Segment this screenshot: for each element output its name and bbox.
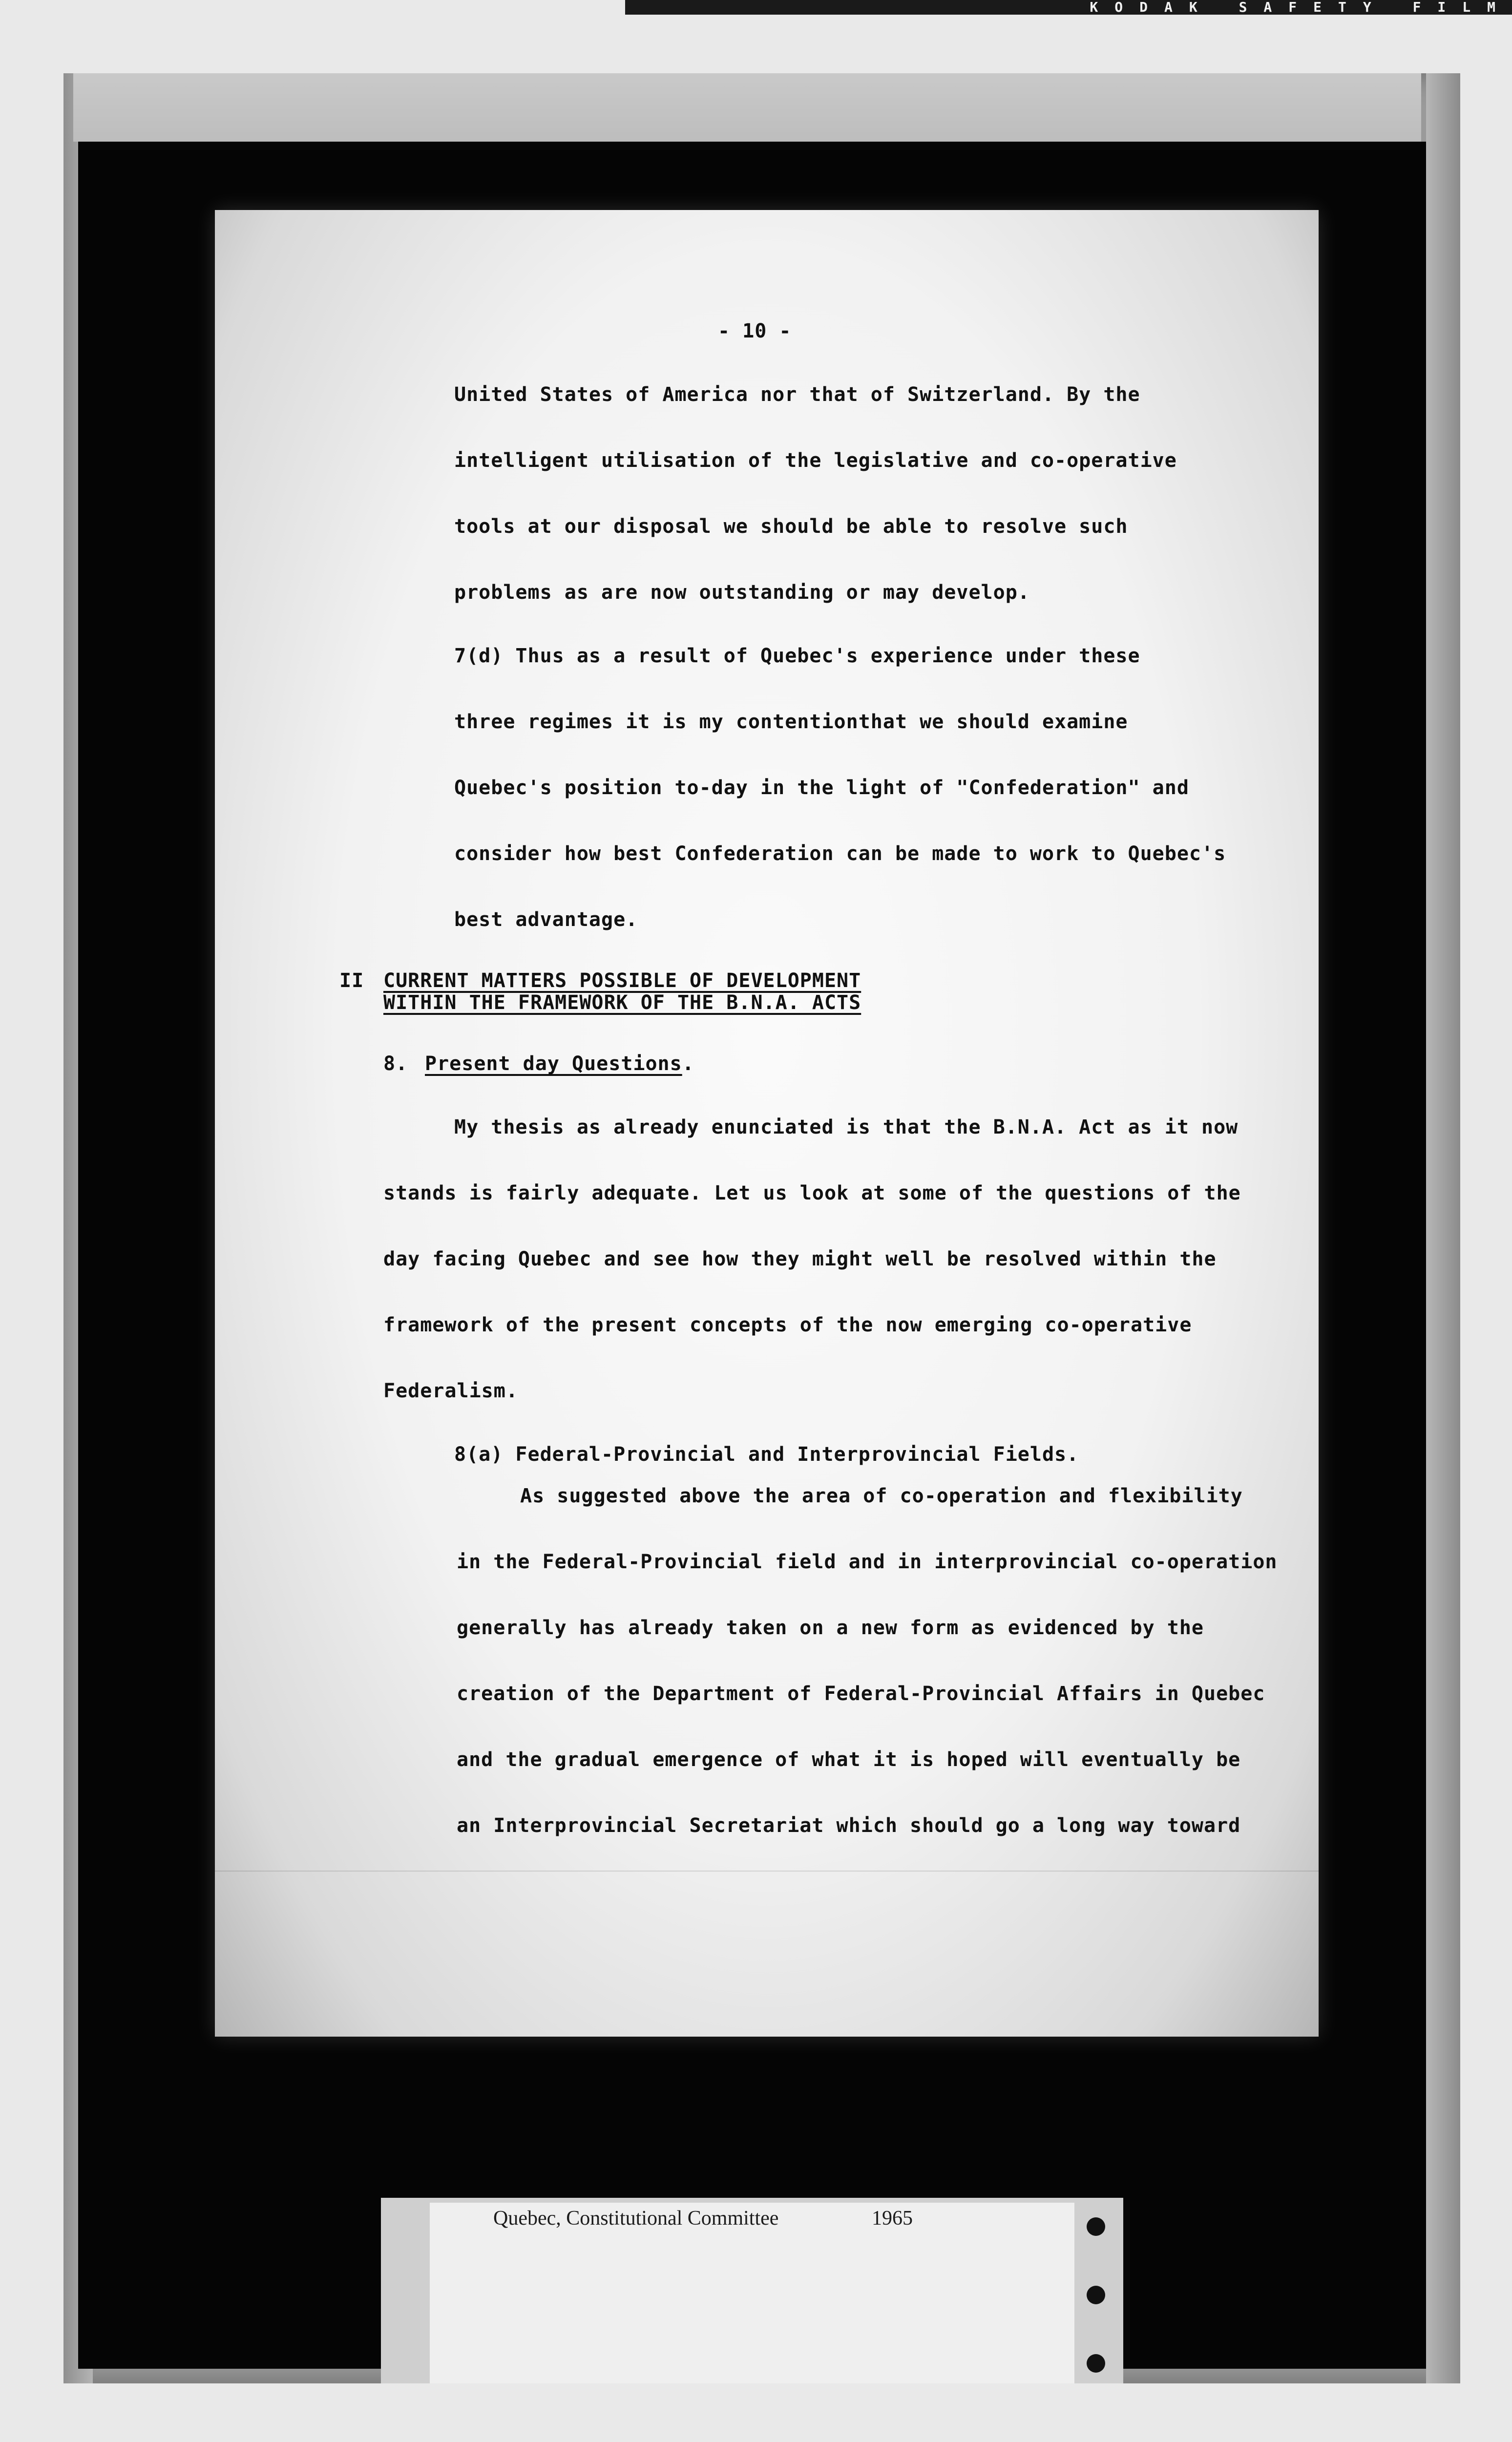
- paragraph-line: framework of the present concepts of the now emerging co-operative: [383, 1314, 1192, 1336]
- paragraph-line: Federalism.: [383, 1380, 518, 1402]
- page-crease: [215, 1871, 1319, 1872]
- paragraph-line: My thesis as already enunciated is that the B.N.A. Act as it now: [454, 1116, 1239, 1138]
- film-edge-strip: [625, 0, 1512, 15]
- subsection-title-text: Present day Questions: [425, 1053, 682, 1075]
- text-line: three regimes it is my contentionthat we should examine: [454, 711, 1128, 733]
- film-label-year: 1965: [872, 2207, 913, 2230]
- page-number: - 10 -: [718, 320, 792, 342]
- text-line: tools at our disposal we should be able to resolve such: [454, 515, 1128, 538]
- section-number: II: [339, 969, 364, 992]
- subsection-number: 8.: [383, 1053, 408, 1075]
- section-title-line-1: CURRENT MATTERS POSSIBLE OF DEVELOPMENT: [383, 969, 861, 992]
- text-line: problems as are now outstanding or may develop.: [454, 581, 1030, 604]
- text-line: Quebec's position to-day in the light of "Confederation" and: [454, 777, 1189, 799]
- paragraph-line: in the Federal-Provincial field and in interprovincial co-operation: [457, 1551, 1278, 1573]
- subsection-title-period: .: [682, 1053, 694, 1075]
- paragraph-line: and the gradual emergence of what it is hoped will eventually be: [457, 1748, 1241, 1771]
- paragraph-line: creation of the Department of Federal-Provincial Affairs in Quebec: [457, 1683, 1265, 1705]
- frame-top-lip: [73, 73, 1421, 142]
- subsection-title: [425, 1053, 694, 1075]
- paragraph-line: As suggested above the area of co-operation and flexibility: [520, 1485, 1243, 1507]
- perforation-hole: [1087, 2286, 1105, 2304]
- perforation-hole: [1087, 2354, 1105, 2373]
- paragraph-line: day facing Quebec and see how they might well be resolved within the: [383, 1248, 1217, 1270]
- film-label-title: Quebec, Constitutional Committee: [493, 2207, 779, 2230]
- text-line: 7(d) Thus as a result of Quebec's experience under these: [454, 645, 1140, 667]
- paragraph-line: stands is fairly adequate. Let us look at some of the questions of the: [383, 1182, 1241, 1204]
- text-line: United States of America nor that of Switzerland. By the: [454, 383, 1140, 406]
- film-edge-text: KODAK SAFETY FILM: [1090, 0, 1512, 15]
- text-line: best advantage.: [454, 908, 638, 931]
- section-title-line-2: WITHIN THE FRAMEWORK OF THE B.N.A. ACTS: [383, 991, 861, 1014]
- perforation-hole: [1087, 2217, 1105, 2236]
- document-page: [215, 210, 1319, 2037]
- text-line: consider how best Confederation can be made to work to Quebec's: [454, 842, 1226, 865]
- paragraph-line: an Interprovincial Secretariat which should go a long way toward: [457, 1814, 1241, 1837]
- subsection-heading-8a: 8(a) Federal-Provincial and Interprovincial Fields.: [454, 1443, 1079, 1466]
- text-line: intelligent utilisation of the legislative and co-operative: [454, 449, 1177, 472]
- frame-right-rail: [1426, 73, 1460, 2383]
- paragraph-line: generally has already taken on a new form as evidenced by the: [457, 1617, 1204, 1639]
